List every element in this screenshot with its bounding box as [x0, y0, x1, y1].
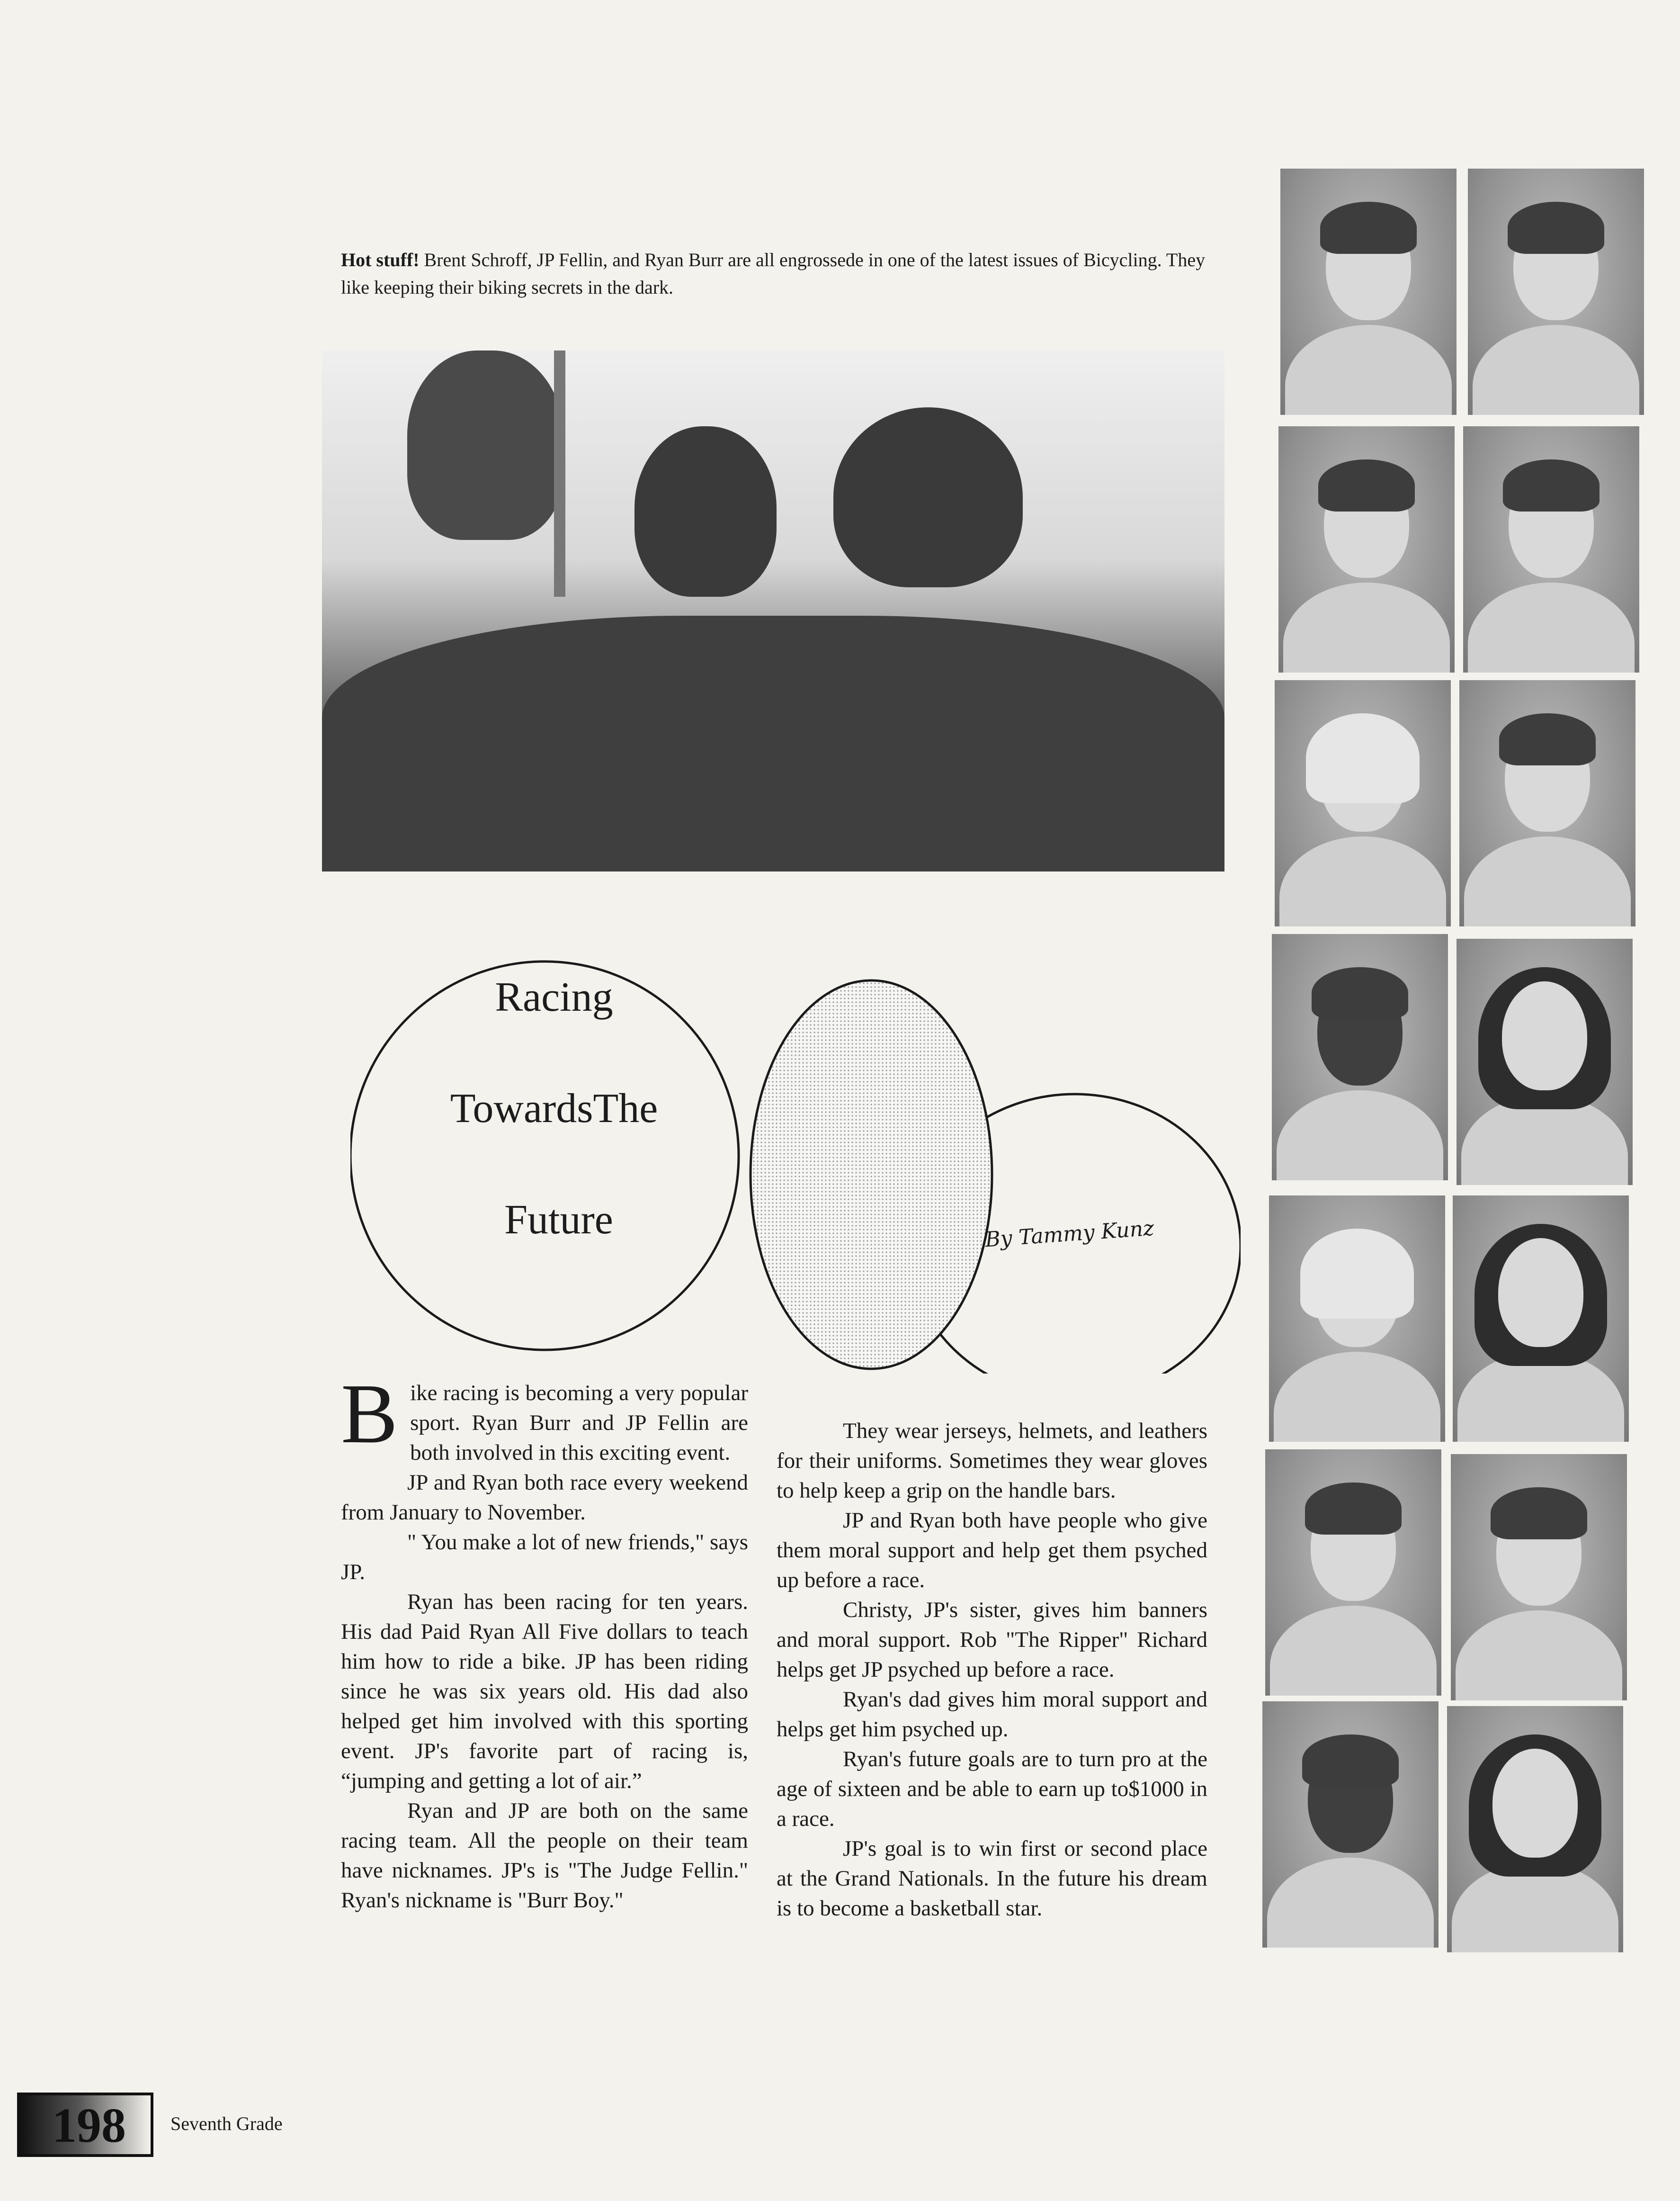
student-portrait: [1262, 1701, 1439, 1948]
student-portrait: [1457, 939, 1633, 1185]
article-paragraph: JP and Ryan both race every weekend from January to November.: [341, 1470, 748, 1525]
article-paragraph: Ryan's dad gives him moral support and helps get him psyched up.: [777, 1687, 1207, 1742]
photo-caption: [341, 246, 1231, 301]
student-portrait: [1265, 1449, 1441, 1696]
article-paragraph: They wear jerseys, helmets, and leathers for their uniforms. Sometimes they wear gloves to help keep a grip on the handle bars.: [777, 1419, 1207, 1503]
headline-line-2: TowardsThe: [450, 1086, 658, 1132]
article-paragraph: Christy, JP's sister, gives him banners and moral support. Rob "The Ripper" Richard helps get JP psyched up before a race.: [777, 1598, 1207, 1682]
middle-dotted-oval: [751, 980, 992, 1369]
student-portrait: [1451, 1454, 1627, 1700]
student-portrait: [1269, 1195, 1445, 1442]
page-number: 198: [52, 2098, 126, 2153]
student-portrait: [1463, 426, 1639, 673]
article-paragraph: Ryan and JP are both on the same racing team. All the people on their team have nicknames. JP's is "The Judge Fellin." Ryan's nickname is "Burr Boy.": [341, 1798, 748, 1913]
caption-lead: Hot stuff!: [341, 249, 420, 270]
student-portrait: [1447, 1706, 1623, 1952]
article-paragraph: " You make a lot of new friends," says JP.: [341, 1530, 748, 1584]
main-photo: [322, 350, 1224, 871]
headline-line-3: Future: [504, 1197, 613, 1243]
article-paragraph: JP and Ryan both have people who give them moral support and help get them psyched up before a race.: [777, 1508, 1207, 1592]
article-paragraph: Ryan has been racing for ten years. His dad Paid Ryan All Five dollars to teach him how to ride a bike. JP has been riding since he was six years old. His dad also helped get him involved with this sporting event. JP's favorite part of racing is, “jumping and getting a lot of air.”: [341, 1590, 748, 1793]
section-label: Seventh Grade: [170, 2113, 283, 2134]
student-portrait: [1272, 934, 1448, 1180]
student-portrait: [1275, 680, 1451, 926]
student-portrait: [1453, 1195, 1629, 1442]
article-column-right: [777, 1416, 1207, 1923]
byline: By Tammy Kunz: [984, 1216, 1155, 1252]
student-portrait: [1278, 426, 1455, 673]
student-portrait: [1280, 169, 1457, 415]
student-portrait: [1468, 169, 1644, 415]
article-paragraph: Ryan's future goals are to turn pro at the age of sixteen and be able to earn up to$1000 in a race.: [777, 1747, 1207, 1831]
article-paragraph: Bike racing is becoming a very popular sport. Ryan Burr and JP Fellin are both involved in this exciting event.: [341, 1366, 748, 1465]
caption-text: Brent Schroff, JP Fellin, and Ryan Burr are all engrossede in one of the latest issues of Bicycling. They like keeping their biking secrets in the dark.: [341, 249, 1206, 298]
headline-line-1: Racing: [495, 974, 613, 1020]
drop-cap: B: [341, 1366, 398, 1461]
article-paragraph: JP's goal is to win first or second place at the Grand Nationals. In the future his dream is to become a basketball star.: [777, 1836, 1207, 1921]
article-column-left: [341, 1366, 748, 1915]
student-portrait: [1459, 680, 1635, 926]
